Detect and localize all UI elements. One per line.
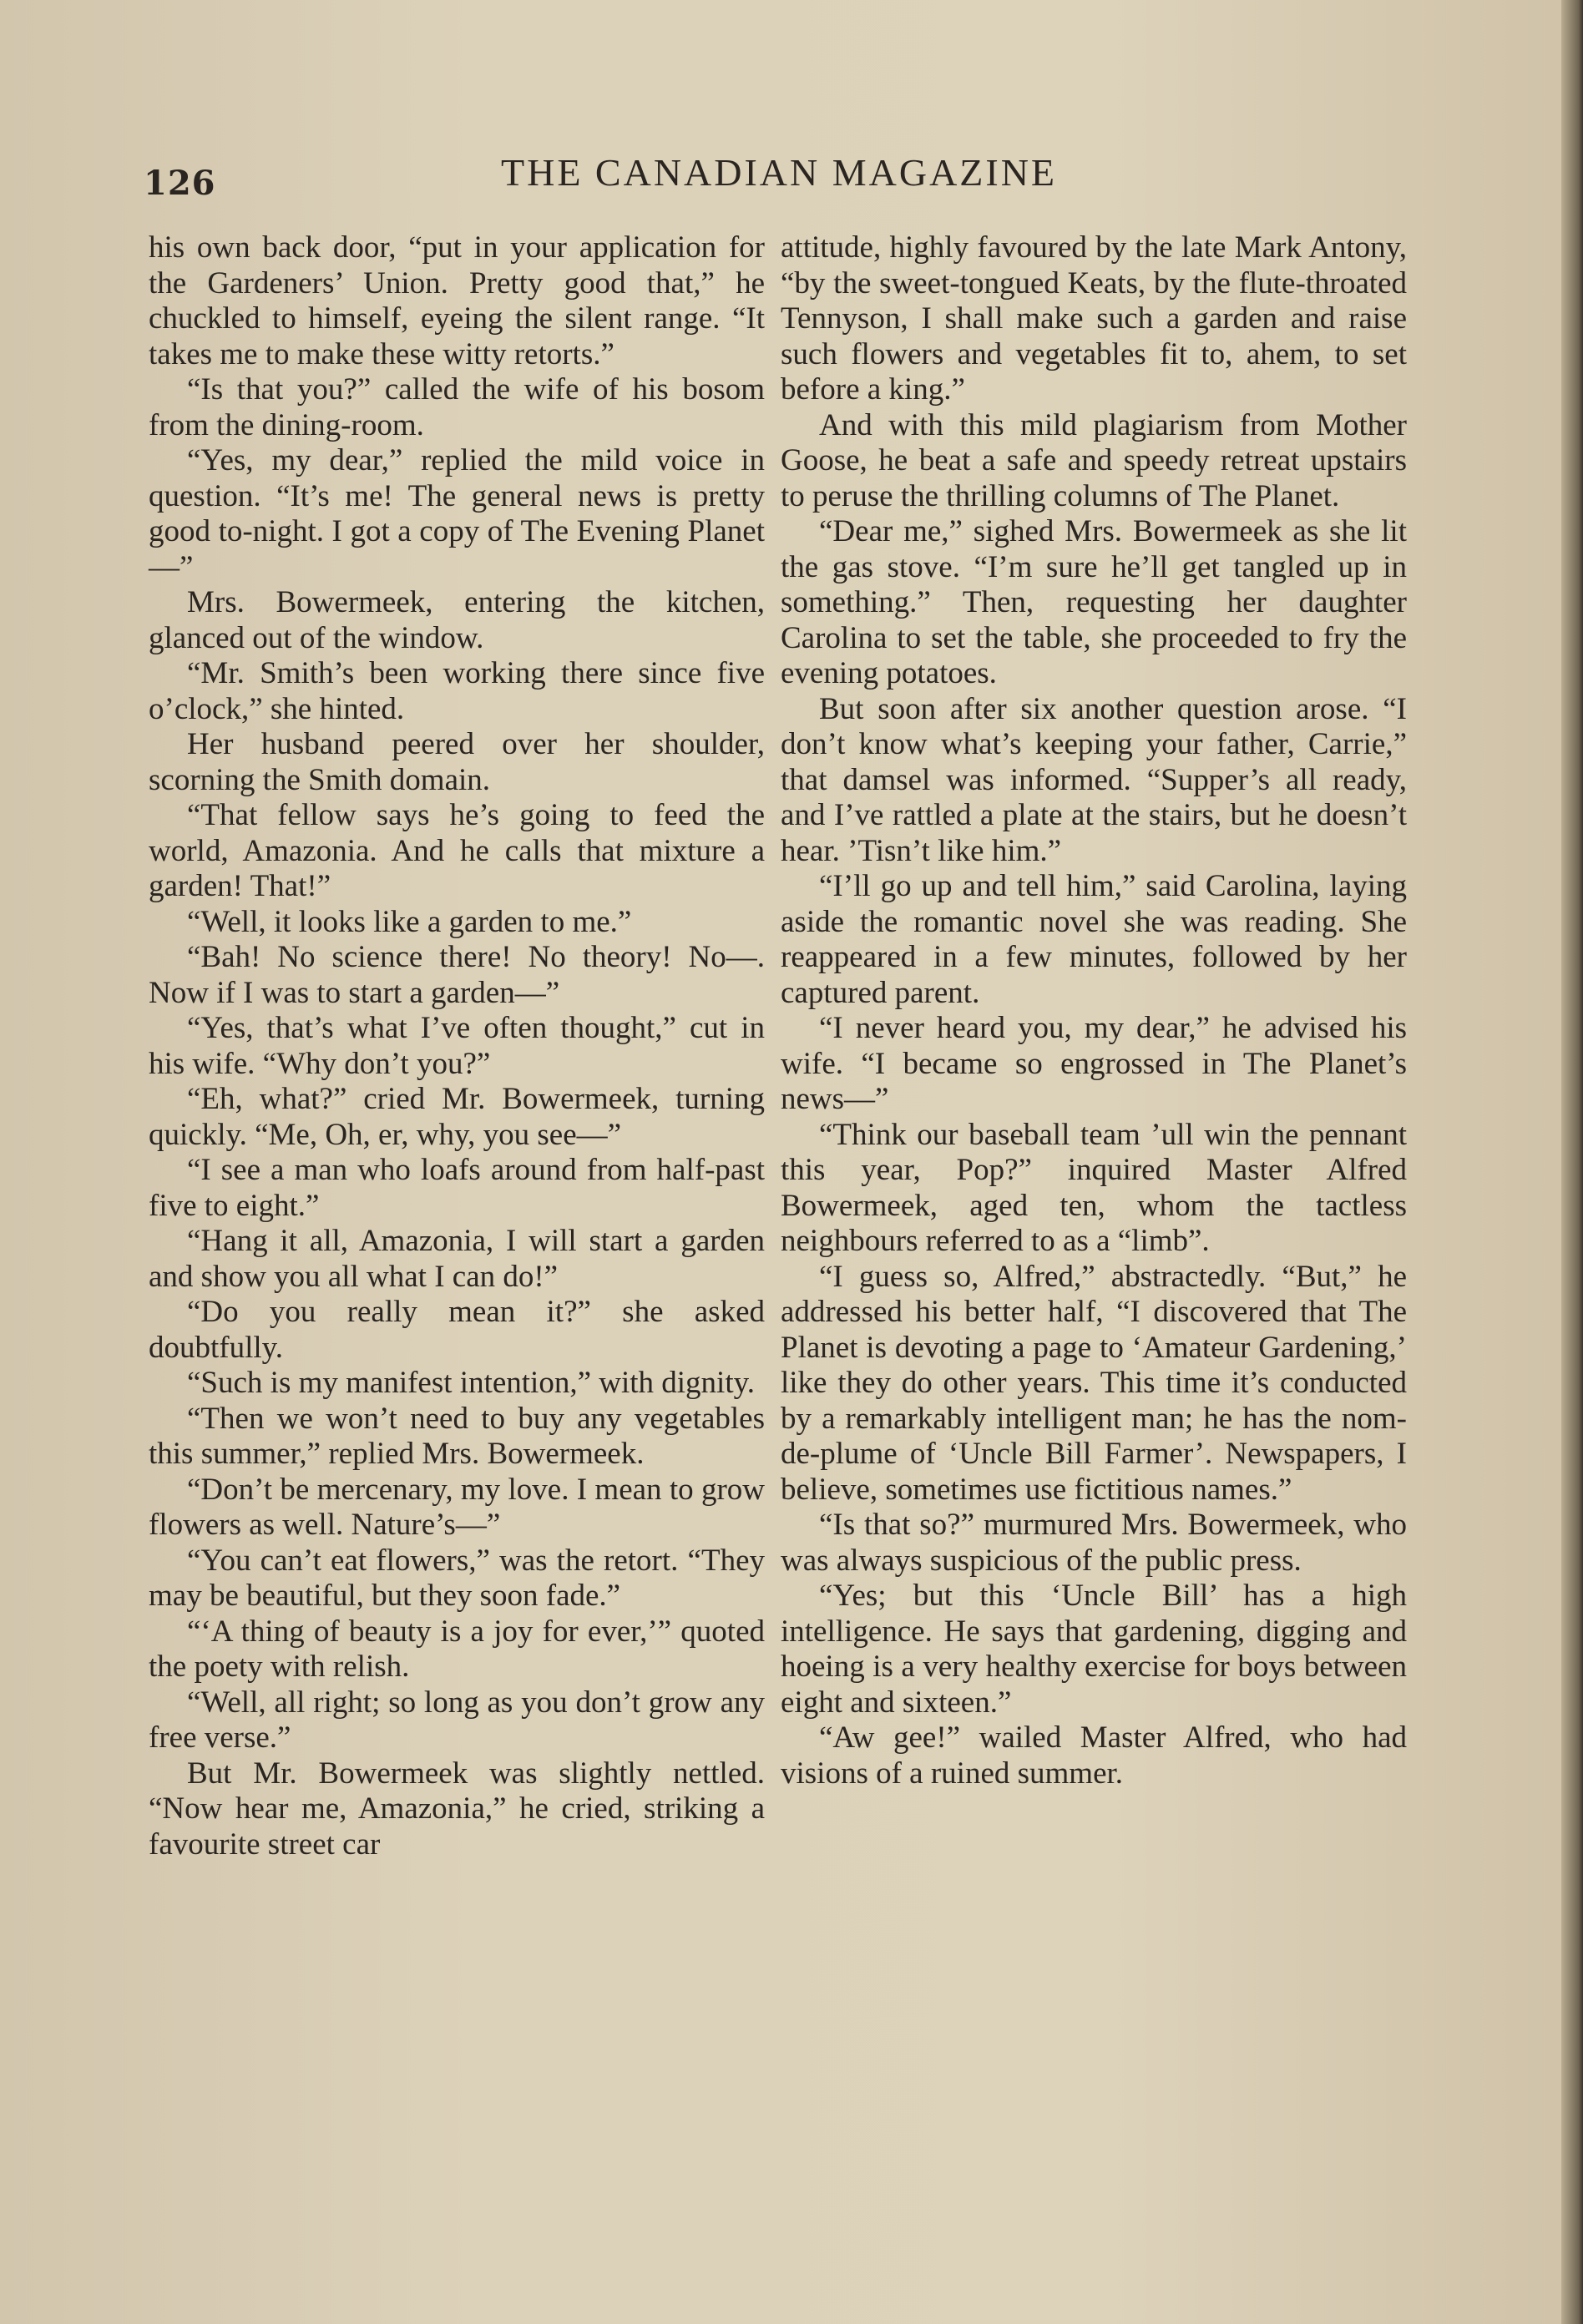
paragraph: “Hang it all, Amazonia, I will start a garden and show you all what I can do!”: [149, 1224, 765, 1294]
paragraph: “Well, it looks like a garden to me.”: [187, 904, 632, 939]
paragraph: “Then we won’t need to buy any vegetables this summer,” replied Mrs. Bowermeek.: [149, 1401, 765, 1471]
paragraph: But Mr. Bowermeek was slightly nettled. “Now hear me, Amazonia,” he cried, striking a favourite street car: [149, 1756, 765, 1862]
paragraph: “Aw gee!” wailed Master Alfred, who had visions of a ruined summer.: [781, 1720, 1407, 1791]
paragraph: “I never heard you, my dear,” he advised his wife. “I became so engrossed in The Planet’s news—”: [781, 1011, 1407, 1116]
paragraph: “Eh, what?” cried Mr. Bowermeek, turning quickly. “Me, Oh, er, why, you see—”: [149, 1082, 765, 1152]
paragraph: “That fellow says he’s going to feed the world, Amazonia. And he calls that mixture a garden! That!”: [149, 798, 765, 903]
paragraph: “Dear me,” sighed Mrs. Bowermeek as she lit the gas stove. “I’m sure he’ll get tangled up in something.” Then, requesting her daughter Carolina to set the table, she proceeded to fry the evening potatoes.: [781, 514, 1407, 690]
paragraph: attitude, highly favoured by the late Mark Antony, “by the sweet-tongued Keats, by the flute-throated Tennyson, I shall make such a garden and raise such flowers and vegetables fit to, ahem, to set before a king.”: [781, 230, 1407, 407]
paragraph: “Don’t be mercenary, my love. I mean to grow flowers as well. Nature’s—”: [149, 1472, 765, 1542]
page-number: 126: [144, 164, 216, 203]
paragraph: “I’ll go up and tell him,” said Carolina, laying aside the romantic novel she was reading. She reappeared in a few minutes, followed by her captured parent.: [781, 869, 1407, 1010]
paragraph: “You can’t eat flowers,” was the retort. “They may be beautiful, but they soon fade.”: [149, 1543, 765, 1613]
paragraph: Her husband peered over her shoulder, scorning the Smith domain.: [149, 727, 765, 797]
paragraph: “Such is my manifest intention,” with dignity.: [187, 1366, 755, 1400]
paragraph: “Yes, my dear,” replied the mild voice in question. “It’s me! The general news is pretty good to-night. I got a copy of The Evening Planet—”: [149, 443, 765, 584]
paragraph: “I guess so, Alfred,” abstractedly. “But,” he addressed his better half, “I discovered that The Planet is devoting a page to ‘Amateur Gardening,’ like they do other years. This time it’s conducted by a remarkably intelligent man; he has the nom-de-plume of ‘Uncle Bill Farmer’. Newspapers, I believe, sometimes use fictitious names.”: [781, 1259, 1407, 1507]
paragraph: And with this mild plagiarism from Mother Goose, he beat a safe and speedy retreat upstairs to peruse the thrilling columns of The Planet.: [781, 407, 1407, 513]
paragraph: Mrs. Bowermeek, entering the kitchen, glanced out of the window.: [149, 585, 765, 655]
paragraph: “Yes; but this ‘Uncle Bill’ has a high intelligence. He says that gardening, digging and hoeing is a very healthy exercise for boys between eight and sixteen.”: [781, 1579, 1407, 1720]
paragraph: “I see a man who loafs around from half-past five to eight.”: [149, 1153, 765, 1223]
paragraph: his own back door, “put in your application for the Gardeners’ Union. Pretty good that,” he chuckled to himself, eyeing the silent range. “It takes me to make these witty retorts.”: [149, 230, 765, 371]
paragraph: “Think our baseball team ’ull win the pennant this year, Pop?” inquired Master Alfred Bowermeek, aged ten, whom the tactless neighbours referred to as a “limb”.: [781, 1117, 1407, 1258]
paragraph: “Mr. Smith’s been working there since five o’clock,” she hinted.: [149, 656, 765, 726]
paragraph: “Is that you?” called the wife of his bosom from the dining-room.: [149, 372, 765, 442]
paragraph: “‘A thing of beauty is a joy for ever,’” quoted the poety with relish.: [149, 1614, 765, 1684]
left-column: [149, 230, 765, 1862]
right-column: [781, 230, 1407, 1791]
paragraph: But soon after six another question arose. “I don’t know what’s keeping your father, Carrie,” that damsel was informed. “Supper’s all ready, and I’ve rattled a plate at the stairs, but he doesn’t hear. ’Tisn’t like him.”: [781, 691, 1407, 868]
running-head: THE CANADIAN MAGAZINE: [501, 151, 1058, 194]
paragraph: “Yes, that’s what I’ve often thought,” cut in his wife. “Why don’t you?”: [149, 1011, 765, 1081]
paragraph: “Do you really mean it?” she asked doubtfully.: [149, 1295, 765, 1365]
page-edge-shadow: [1561, 0, 1583, 2324]
paragraph: “Is that so?” murmured Mrs. Bowermeek, who was always suspicious of the public press.: [781, 1508, 1407, 1578]
paragraph: “Well, all right; so long as you don’t grow any free verse.”: [149, 1685, 765, 1755]
paragraph: “Bah! No science there! No theory! No—. Now if I was to start a garden—”: [149, 940, 765, 1010]
